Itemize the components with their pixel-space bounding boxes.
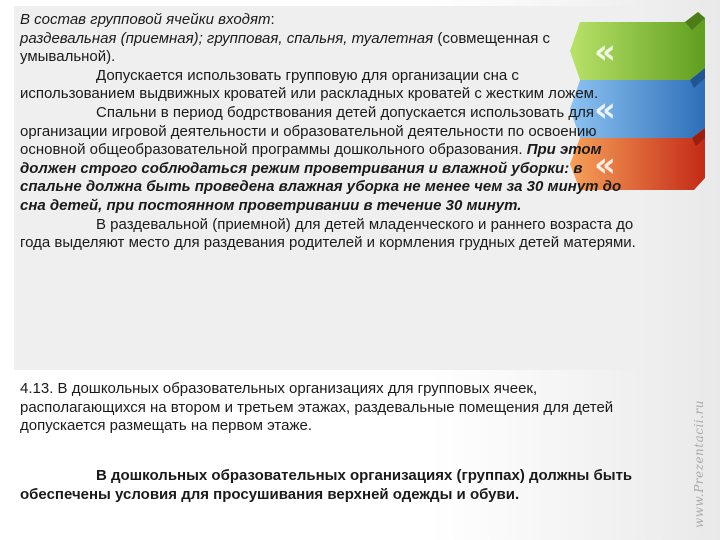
drying-conditions: В дошкольных образовательных организациях (группах) должны быть обеспечены условия для просушивания верхней одежды и обуви.: [20, 467, 633, 503]
paragraph-4-13: [20, 380, 636, 436]
paragraph-changing-room: В раздевальной (приемной) для детей младенческого и раннего возраста до года выделяют место для раздевания родителей и кормления грудных детей матерями.: [20, 215, 636, 252]
paragraph-sleep-beds: Допускается использовать групповую для организации сна с использованием выдвижных кроватей или раскладных кроватей с жестким ложем.: [20, 66, 599, 103]
watermark: www.Prezentacii.ru: [692, 400, 706, 528]
main-text-block: [20, 11, 636, 253]
svg-text:«: «: [594, 32, 616, 72]
room-list-note: (совмещенная с умывальной).: [20, 29, 551, 66]
paragraph-floors: 4.13. В дошкольных образовательных организациях для групповых ячеек, располагающихся на втором и третьем этажах, раздевальные помещения для детей допускается размещать на первом этаже.: [20, 380, 614, 435]
svg-text:«: «: [594, 90, 616, 130]
group-cell-heading: В состав групповой ячейки входят: [20, 11, 271, 28]
room-list: раздевальная (приемная); групповая, спальня, туалетная: [20, 29, 434, 47]
colon: :: [270, 11, 275, 28]
paragraph-bedrooms: [20, 104, 636, 216]
bedrooms-usage: Спальни в период бодрствования детей допускается использовать для организации игровой деятельности и образовательной деятельности по освоению основной общеобразовательной программы дошкольного образования.: [20, 103, 597, 159]
svg-text:«: «: [594, 145, 616, 185]
paragraph-drying: [20, 467, 636, 504]
paragraph-group-cell: [20, 11, 636, 67]
ventilation-rule: При этом должен строго соблюдаться режим проветривания и влажной уборки: в спальне должна быть проведена влажная уборка не менее чем за 30 минут до сна детей, при постоянном проветривании в течение 30 минут.: [20, 141, 622, 214]
